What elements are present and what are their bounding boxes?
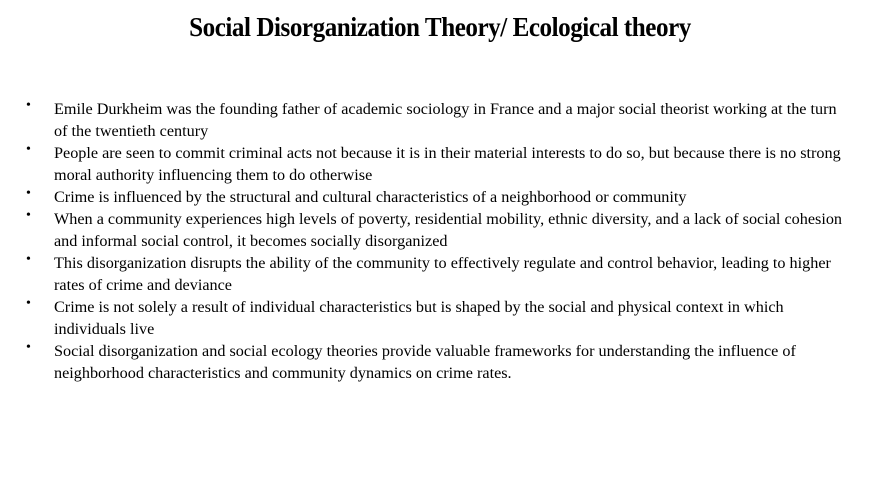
slide-title: Social Disorganization Theory/ Ecological theory	[189, 12, 691, 42]
bullet-item	[26, 186, 846, 208]
bullet-item	[26, 252, 846, 296]
bullet-item	[26, 98, 846, 142]
bullet-icon: •	[26, 142, 31, 157]
bullet-item	[26, 340, 846, 384]
bullet-icon: •	[26, 208, 31, 223]
bullet-item	[26, 296, 846, 340]
bullet-text: Crime is not solely a result of individual characteristics but is shaped by the social and physical context in which individuals live	[54, 298, 784, 338]
bullet-icon: •	[26, 340, 31, 355]
bullet-icon: •	[26, 98, 31, 113]
bullet-icon: •	[26, 186, 31, 201]
bullet-text: Emile Durkheim was the founding father of academic sociology in France and a major social theorist working at the turn of the twentieth century	[54, 100, 837, 140]
bullet-icon: •	[26, 296, 31, 311]
bullet-list	[26, 98, 846, 384]
bullet-text: Social disorganization and social ecology theories provide valuable frameworks for understanding the influence of neighborhood characteristics and community dynamics on crime rates.	[54, 342, 796, 382]
bullet-text: People are seen to commit criminal acts not because it is in their material interests to do so, but because there is no strong moral authority influencing them to do otherwise	[54, 144, 841, 184]
bullet-text: This disorganization disrupts the ability of the community to effectively regulate and control behavior, leading to higher rates of crime and deviance	[54, 254, 831, 294]
bullet-text: Crime is influenced by the structural and cultural characteristics of a neighborhood or community	[54, 188, 687, 206]
bullet-item	[26, 208, 846, 252]
bullet-item	[26, 142, 846, 186]
bullet-icon: •	[26, 252, 31, 267]
bullet-text: When a community experiences high levels of poverty, residential mobility, ethnic diversity, and a lack of social cohesion and informal social control, it becomes socially disorganized	[54, 210, 842, 250]
